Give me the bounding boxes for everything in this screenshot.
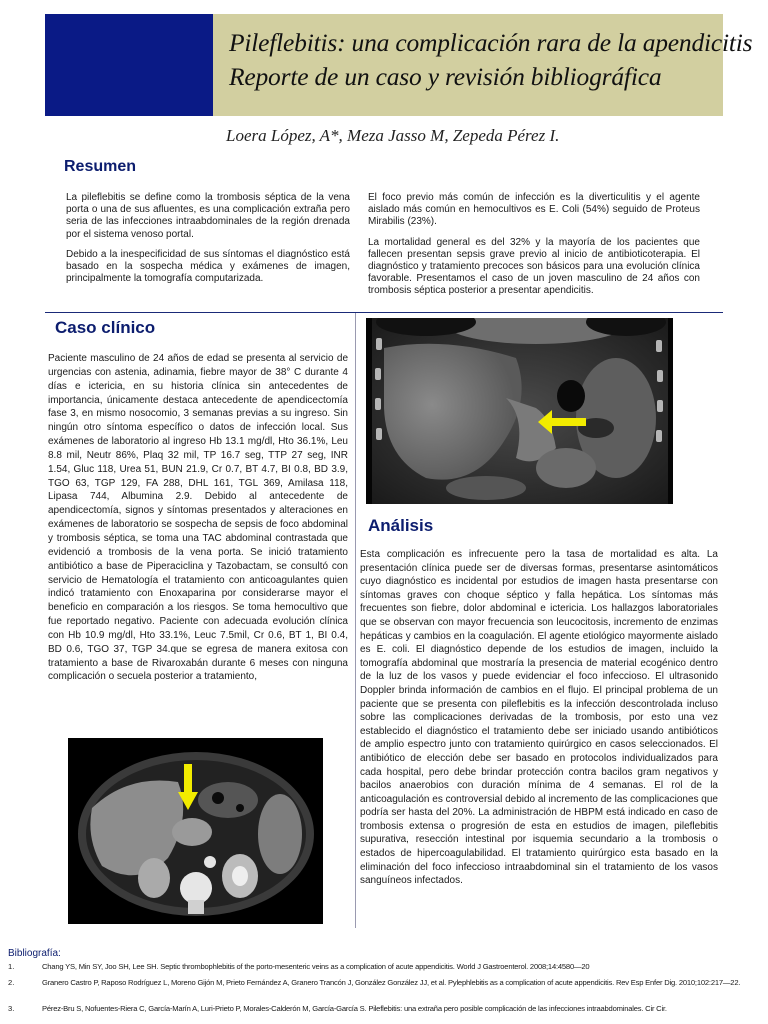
ct-coronal-image bbox=[366, 318, 673, 504]
caso-clinico-text: Paciente masculino de 24 años de edad se presenta al servicio de urgencias con astenia, adinamia, fiebre mayor de 38° C durante 4 días e ictericia, en su historia clínica sin antecedentes de importancia, únicamente destaca antecedente de apendicectomía fase 3, en mismo nosocomio, 3 semanas previas a su ingreso. Sin ningún otro síntoma específico o datos de infección local. Sus exámenes de laboratorio al ingreso Hb 13.1 mg/dl, Hto 36.1%, Leu 8.8 mil, Neutr 86%, Plaq 32 mil, TP 16.7 seg, TTP 27 seg, INR 1.54, Gluc 118, Urea 51, BUN 21.9, Cr 0.7, BT 4.7, BI 0.8, BD 3.9, TGO 63, TGP 129, FA 288, DHL 161, TGL 369, Amilasa 118, Lipasa 744, Albumina 2.9. Debido al antecedente de apendicectomía, signos y síntomas presentados y alteraciones en exámenes de laboratorio se sospecha de sepsis de foco abdominal y trombosis séptica, se toma una TAC abdominal contrastada que evidenció a trombosis de la vena porta. Se inició tratamiento antibiótico a base de Piperaciclina y Tazobactam, se consultó con servicio de Hematología el tratamiento con anticoagulantes quien indicó tratamiento con Enoxaparina por considerarse mayor el beneficio en comparación a los riesgos. Se toma hemocultivo que fue reportado negativo. Paciente con adecuada evolución clínica con Hb 10.9 mg/dl, Hto 33.1%, Leuc 7.5mil, Cr 0.6, BT 1, BI 0.4, BD 0.6, TGO 37, TGP 34.que se egresa de manera exitosa con tratamiento a base de Rivaroxabán durante 6 meses con ninguna complicación o secuela posterior a tratamiento, bbox=[48, 353, 348, 683]
analisis-heading: Análisis bbox=[368, 516, 434, 535]
analisis-text: Esta complicación es infrecuente pero la tasa de mortalidad es alta. La presentación clínica puede ser de diversas formas, presentarse asintomáticos cuyo diagnóstico es incidental por estudios de imagen hasta presentarse con síntomas graves con choque séptico y falla hepática. Los síntomas más frecuentes son fiebre, dolor abdominal e ictericia. Los hallazgos laboratoriales que se observan con mayor frecuencia son leucocitosis, incremento de enzimas hepáticas y cambios en la coagulación. El agente etiológico mayormente aislado es E. coli. El diagnóstico depende de los estudios de imagen, incluido la tomografía abdominal que mostraría la presencia de material ecogénico dentro de la luz de los vasos y puede evidenciar el foco infeccioso. El ultrasonido Doppler brinda información de cambios en el flujo. El principal problema de un paciente que se presenta con pileflebitis es la infección descontrolada incluso sobre las complicaciones derivadas de la trombosis, por esto una vez establecido el diagnóstico el tratamiento debe ser iniciado usando antibióticos de amplio espectro junto con tratamiento quirúrgico en casos seleccionados. El antibiótico de elección debe ser basado en protocolos individualizados para cada hospital, pero debe brindar protección contra bacilos gram negativos y bacilos anaerobios con duración mínima de 4 semanas. El rol de la anticoagulación es controversial debido al incremento de las complicaciones que podría ser hasta del 20%. La administración de HBPM está indicado en caso de trombosis extensa o progresión de esta en estudios de imagen, pileflebitis supurativa, resección intestinal por isquemia secundario a la trombosis o estados de hipercoagulabilidad. El tratamiento quirúrgico esta basado en la eliminación del foco infeccioso intraabdominal sin el tratamiento de los vasos sanguíneos infectados. bbox=[360, 549, 718, 887]
bibliografia-heading: Bibliografía: bbox=[8, 948, 61, 959]
resumen-left-column bbox=[66, 192, 350, 293]
reference-number: 3. bbox=[8, 1004, 15, 1013]
title-line-2: Reporte de un caso y revisión bibliográfica bbox=[229, 62, 662, 91]
reference-text: Granero Castro P, Raposo Rodríguez L, Moreno Gijón M, Prieto Fernández A, Granero Trancón J, González González JJ, et al. Pylephlebitis as a complication of acute appendicitis. Rev Esp Enfer Dig. 2010;102:217—22. bbox=[42, 978, 741, 987]
ct-axial-image bbox=[68, 738, 323, 924]
title-band bbox=[213, 14, 753, 116]
header-blue-block bbox=[45, 14, 213, 116]
resumen-heading: Resumen bbox=[64, 158, 137, 175]
resumen-right-column bbox=[368, 192, 700, 306]
resumen-paragraph: El foco previo más común de infección es la diverticulitis y el agente aislado más común en hemocultivos es E. Coli (54%) seguido de Proteus Mirabilis (23%). bbox=[368, 192, 700, 228]
resumen-paragraph: La mortalidad general es del 32% y la mayoría de los pacientes que fallecen presentan sepsis grave previo al inicio de antibioticoterapia. El diagnóstico y tratamiento precoces son básicos para una evolución clínica favorable. Presentamos el caso de un joven masculino de 24 años con trombosis séptica posterior a presentar apendicitis. bbox=[368, 236, 700, 297]
authors: Loera López, A*, Meza Jasso M, Zepeda Pérez I. bbox=[226, 126, 560, 145]
caso-clinico-body bbox=[48, 352, 348, 692]
resumen-paragraph: La pileflebitis se define como la trombosis séptica de la vena porta o una de sus afluentes, es una complicación extraña pero seria de las infecciones intraabdominales de la región drenada por el sistema venoso portal. bbox=[66, 192, 350, 240]
resumen-paragraph: Debido a la inespecificidad de sus síntomas el diagnóstico está basado en la sospecha médica y exámenes de imagen, principalmente la tomografía computarizada. bbox=[66, 248, 350, 285]
caso-clinico-heading: Caso clínico bbox=[55, 318, 156, 337]
reference-number: 1. bbox=[8, 962, 15, 971]
reference-text: Chang YS, Min SY, Joo SH, Lee SH. Septic thrombophlebitis of the porto-mesenteric veins as a complication of acute appendicitis. World J Gastroenterol. 2008;14:4580—20 bbox=[42, 962, 590, 971]
horizontal-divider bbox=[45, 312, 723, 313]
reference-number: 2. bbox=[8, 978, 15, 987]
analisis-body bbox=[360, 548, 718, 896]
title-line-1: Pileflebitis: una complicación rara de la apendicitis bbox=[229, 28, 753, 57]
reference-text: Pérez-Bru S, Nofuentes-Riera C, García-Marín A, Luri-Prieto P, Morales-Calderón M, García-García S. Pileflebitis: una extraña pero posible complicación de las infecciones intraabdominales. Cir Cir. bbox=[42, 1004, 667, 1013]
column-divider bbox=[355, 313, 356, 928]
